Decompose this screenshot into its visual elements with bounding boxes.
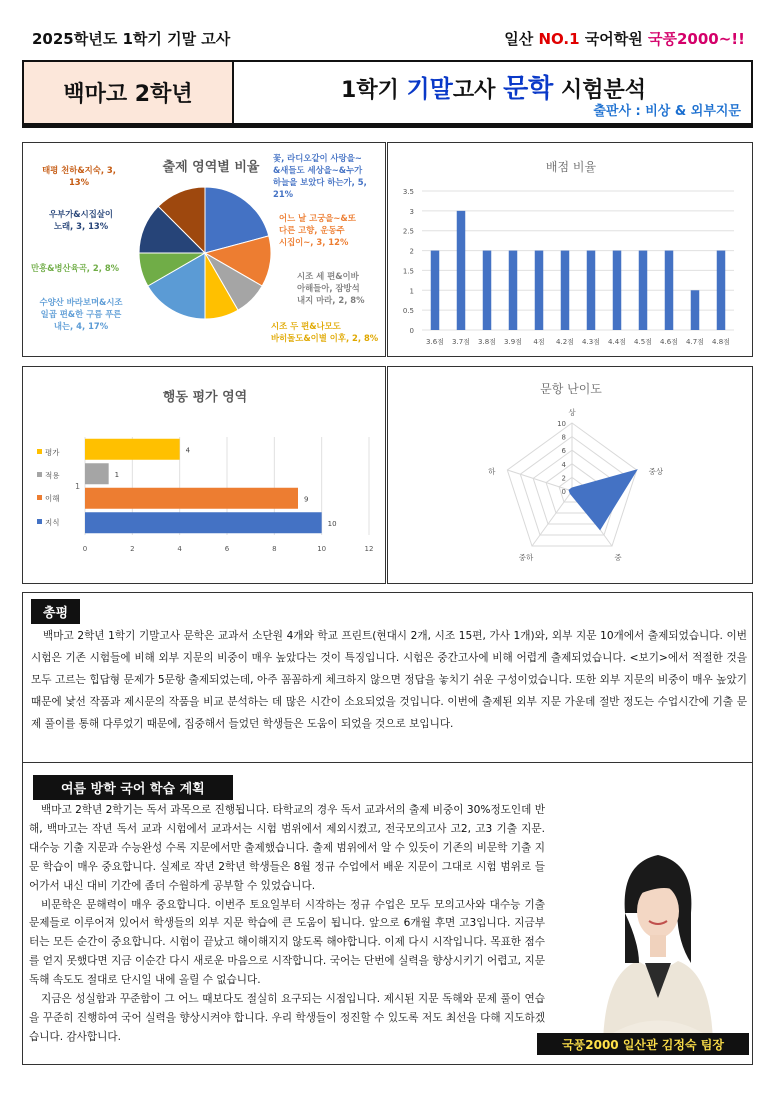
publisher: 출판사 : 비상 & 외부지문 <box>593 104 741 119</box>
x-tick-label: 8 <box>272 545 277 553</box>
behavior-bar-chart <box>23 367 387 585</box>
radar-axis-label: 중 <box>614 553 622 563</box>
y-tick-label: 3.5 <box>402 188 414 196</box>
school-grade: 백마고 2학년 <box>24 62 234 123</box>
header-box <box>22 60 753 128</box>
y-tick-label: 3 <box>409 207 414 216</box>
score-bar <box>639 251 648 330</box>
legend-label: 이해 <box>45 494 60 503</box>
x-tick-label: 4점 <box>533 338 545 346</box>
plan-paragraph: 지금은 성실함과 꾸준함이 그 어느 때보다도 절실히 요구되는 시점입니다. 제시된 지문 독해와 문제 풀이 연습을 꾸준히 진행하여 국어 실력을 향상시켜야 합니다. 우리 학생들이 정진할 수 있도록 저도 최선을 다해 지도하겠습니다. 감사합니다. <box>29 993 545 1043</box>
pie-label-line: 내는, 4, 17% <box>53 321 109 331</box>
plan-tag: 여름 방학 국어 학습 계획 <box>33 775 233 800</box>
pie-data-label <box>297 271 365 305</box>
plan-text <box>29 801 545 1047</box>
summary-tag: 총평 <box>31 599 80 624</box>
x-tick-label: 4.3점 <box>582 338 600 346</box>
x-tick-label: 3.7점 <box>452 338 470 346</box>
pie-label-line: 만흥&병산육곡, 2, 8% <box>30 263 120 273</box>
x-tick-label: 3.8점 <box>478 338 496 346</box>
pie-data-label <box>271 321 379 343</box>
radar-tick-label: 4 <box>561 460 566 469</box>
pie-label-line: 어느 날 고궁을~&또 <box>279 213 356 223</box>
legend-label: 적용 <box>45 471 60 480</box>
pie-data-label <box>279 213 357 247</box>
pie-label-line: 우부가&시집살이 <box>49 209 113 219</box>
x-tick-label: 3.6점 <box>426 338 444 346</box>
score-bar <box>535 251 544 330</box>
slogan-mid: 국어학원 <box>584 30 643 48</box>
score-bar-panel <box>387 142 753 357</box>
pie-label-line: 시집이~, 3, 12% <box>279 237 349 247</box>
plan-paragraph: 비문학은 문해력이 매우 중요합니다. 이번주 토요일부터 시작하는 정규 수업은 모두 모의고사와 대수능 기출 문제들로 이루어져 있어서 학생들의 외부 지문 학습에 큰 도움이 됩니다. 앞으로 6개월 후면 고3입니다. 지금부터는 모든 순간이 중요합니다. 시험이 끝났고 해이해지지 않도록 해야합니다. 이제 다시 시작입니다. 목표한 점수를 얻지 못했다면 지금 이순간 다시 새로운 마음으로 시작합니다. 국어는 단번에 실력을 향상시키기 어렵고, 지문 독해 속도도 절대로 단시일 내에 올릴 수 없습니다. <box>29 898 545 987</box>
behavior-bar <box>85 463 109 484</box>
behavior-chart-title: 행동 평가 영역 <box>162 390 248 405</box>
score-bar <box>483 251 492 330</box>
legend-label: 평가 <box>45 448 60 457</box>
title-post: 시험분석 <box>560 78 646 103</box>
y-tick-label: 1 <box>409 287 414 296</box>
pie-label-line: 수양산 바라보며&시조 <box>39 297 123 307</box>
score-bar <box>561 251 570 330</box>
title-mid: 고사 <box>452 78 496 103</box>
bar-value-label: 10 <box>327 519 337 528</box>
exam-label: 2025학년도 1학기 기말 고사 <box>32 30 231 48</box>
plan-paragraph: 백마고 2학년 2학기는 독서 과목으로 진행됩니다. 타학교의 경우 독서 교과서의 출제 비중이 30%정도인데 반해, 백마고는 작년 독서 교과 시험에서 교과서는 시험 범위에서 제외시켰고, 전국모의고사 고2, 고3 기출 지문. 대수능 기출 지문과 수능완성 수록 지문에서만 출제했습니다. 출제 범위에서 알 수 있듯이 기존의 비문학 기출 지문 학습이 매우 중요합니다. 실제로 작년 2학년 학생들은 8월 정규 수업에서 배운 지문이 그대로 시험 범위로 들어가서 내신 대비 기간에 좀더 수월하게 공부할 수 있었습니다. <box>29 804 545 892</box>
radar-tick-label: 10 <box>557 420 566 428</box>
radar-axis-label: 상 <box>568 408 576 417</box>
pie-label-line: 바히돌도&이별 이후, 2, 8% <box>271 333 379 343</box>
x-tick-label: 4.5점 <box>634 338 652 346</box>
radar-tick-label: 6 <box>561 447 566 456</box>
bar-value-label: 9 <box>304 495 309 504</box>
x-tick-label: 4.6점 <box>660 338 678 346</box>
score-chart-title: 배점 비율 <box>545 160 597 174</box>
pie-label-line: 하늘을 보았다 하는가, 5, <box>273 177 367 187</box>
pie-data-label <box>272 153 367 199</box>
behavior-axis-label: 1 <box>75 482 81 491</box>
behavior-bar <box>85 439 180 460</box>
y-tick-label: 0.5 <box>402 307 414 316</box>
difficulty-radar-chart <box>388 367 754 585</box>
pie-label-line: 아해들아, 잠방석 <box>297 283 360 293</box>
pie-chart-panel <box>22 142 386 357</box>
legend-swatch <box>37 449 42 454</box>
y-tick-label: 0 <box>409 327 414 335</box>
pie-data-label <box>49 209 113 231</box>
score-bar <box>691 290 700 330</box>
y-tick-label: 2.5 <box>402 227 414 236</box>
radar-tick-label: 0 <box>561 488 566 496</box>
pie-label-line: 다른 고향, 운동주 <box>279 225 345 235</box>
title-munhak: 문학 <box>503 74 554 104</box>
title-pre: 1학기 <box>341 78 399 103</box>
slogan-no1: NO.1 <box>538 30 580 48</box>
difficulty-radar-panel <box>387 366 753 584</box>
pie-label-line: 13% <box>68 177 90 187</box>
y-tick-label: 1.5 <box>402 267 414 276</box>
score-bar <box>457 211 466 330</box>
x-tick-label: 4 <box>177 545 182 553</box>
pie-data-label <box>42 165 116 187</box>
behavior-bar <box>85 488 298 509</box>
pie-label-line: 내지 마라, 2, 8% <box>297 295 365 305</box>
summary-section <box>22 592 753 762</box>
radar-tick-label: 8 <box>561 433 566 442</box>
radar-title: 문항 난이도 <box>540 382 602 396</box>
pie-label-line: &새들도 세상을~&누가 <box>273 165 363 175</box>
teacher-photo <box>583 823 733 1043</box>
legend-swatch <box>37 472 42 477</box>
score-bar <box>587 251 596 330</box>
bar-value-label: 1 <box>114 470 120 479</box>
score-bar <box>613 251 622 330</box>
behavior-bar-panel <box>22 366 386 584</box>
pie-label-line: 꽃, 라디오같이 사랑을~ <box>273 153 362 163</box>
x-tick-label: 3.9점 <box>504 338 522 346</box>
legend-label: 지식 <box>45 518 60 527</box>
slogan-brand: 국풍2000~!! <box>648 30 745 48</box>
pie-chart <box>23 143 387 358</box>
score-bar-chart <box>388 143 754 358</box>
behavior-bar <box>85 512 322 533</box>
study-plan-section <box>22 762 753 1065</box>
x-tick-label: 2 <box>130 545 135 553</box>
pie-title: 출제 영역별 비율 <box>162 160 260 175</box>
x-tick-label: 4.8점 <box>712 338 730 346</box>
pie-label-line: 시조 세 편&이바 <box>297 271 359 281</box>
x-tick-label: 6 <box>224 545 230 553</box>
score-bar <box>717 251 726 330</box>
legend-swatch <box>37 495 42 500</box>
pie-data-label <box>39 297 123 331</box>
pie-label-line: 21% <box>273 189 294 199</box>
x-tick-label: 0 <box>82 545 88 553</box>
x-tick-label: 12 <box>364 545 374 553</box>
slogan-prefix: 일산 <box>504 30 534 48</box>
pie-label-line: 일곱 편&한 구름 푸른 <box>40 309 122 319</box>
pie-label-line: 시조 두 편&나모도 <box>271 321 341 331</box>
radar-axis-label: 중하 <box>518 553 534 563</box>
x-tick-label: 4.2점 <box>556 338 574 346</box>
teacher-name-badge: 국풍2000 일산관 김정숙 팀장 <box>537 1033 749 1055</box>
pie-label-line: 노래, 3, 13% <box>53 221 109 231</box>
legend-swatch <box>37 519 42 524</box>
radar-axis-label: 중상 <box>648 466 664 476</box>
pie-label-line: 태평 천하&지숙, 3, <box>42 165 116 175</box>
title-kimal: 기말 <box>406 75 453 103</box>
summary-text: 백마고 2학년 1학기 기말고사 문학은 교과서 소단원 4개와 학교 프린트(현대시 2개, 시조 15편, 가사 1개)와, 외부 지문 10개에서 출제되었습니다. 이번 시험은 기존 시험들에 비해 외부 지문의 비중이 매우 높았다는 것이 특징입니다. 시험은 중간고사에 비해 어렵게 출제되었습니다. <보기>에서 적절한 것을 모두 고르는 힙답형 문제가 5문항 출제되었는데, 아주 꼼꼼하게 체크하지 않으면 정답을 놓치기 쉬운 구성이었습니다. 또한 외부 지문의 비중이 매우 높았기 때문에 낯선 작품과 제시문의 작품을 비교 분석하는 데 많은 시간이 소요되었을 것입니다. 이번에 출제된 외부 지문 가운데 절반 정도는 수업시간에 기출 문제 풀이를 통해 다루었기 때문에, 집중해서 들었던 학생들은 도움이 되었을 것으로 보입니다. <box>31 630 748 730</box>
x-tick-label: 4.4점 <box>608 338 626 346</box>
x-tick-label: 10 <box>317 545 327 553</box>
pie-data-label <box>31 263 120 273</box>
x-tick-label: 4.7점 <box>686 338 704 346</box>
score-bar <box>431 251 440 330</box>
score-bar <box>665 251 674 330</box>
y-tick-label: 2 <box>409 247 414 256</box>
bar-value-label: 4 <box>185 446 191 455</box>
score-bar <box>509 251 518 330</box>
academy-slogan <box>504 28 745 49</box>
radar-axis-label: 하 <box>488 466 496 476</box>
radar-tick-label: 2 <box>561 474 566 483</box>
